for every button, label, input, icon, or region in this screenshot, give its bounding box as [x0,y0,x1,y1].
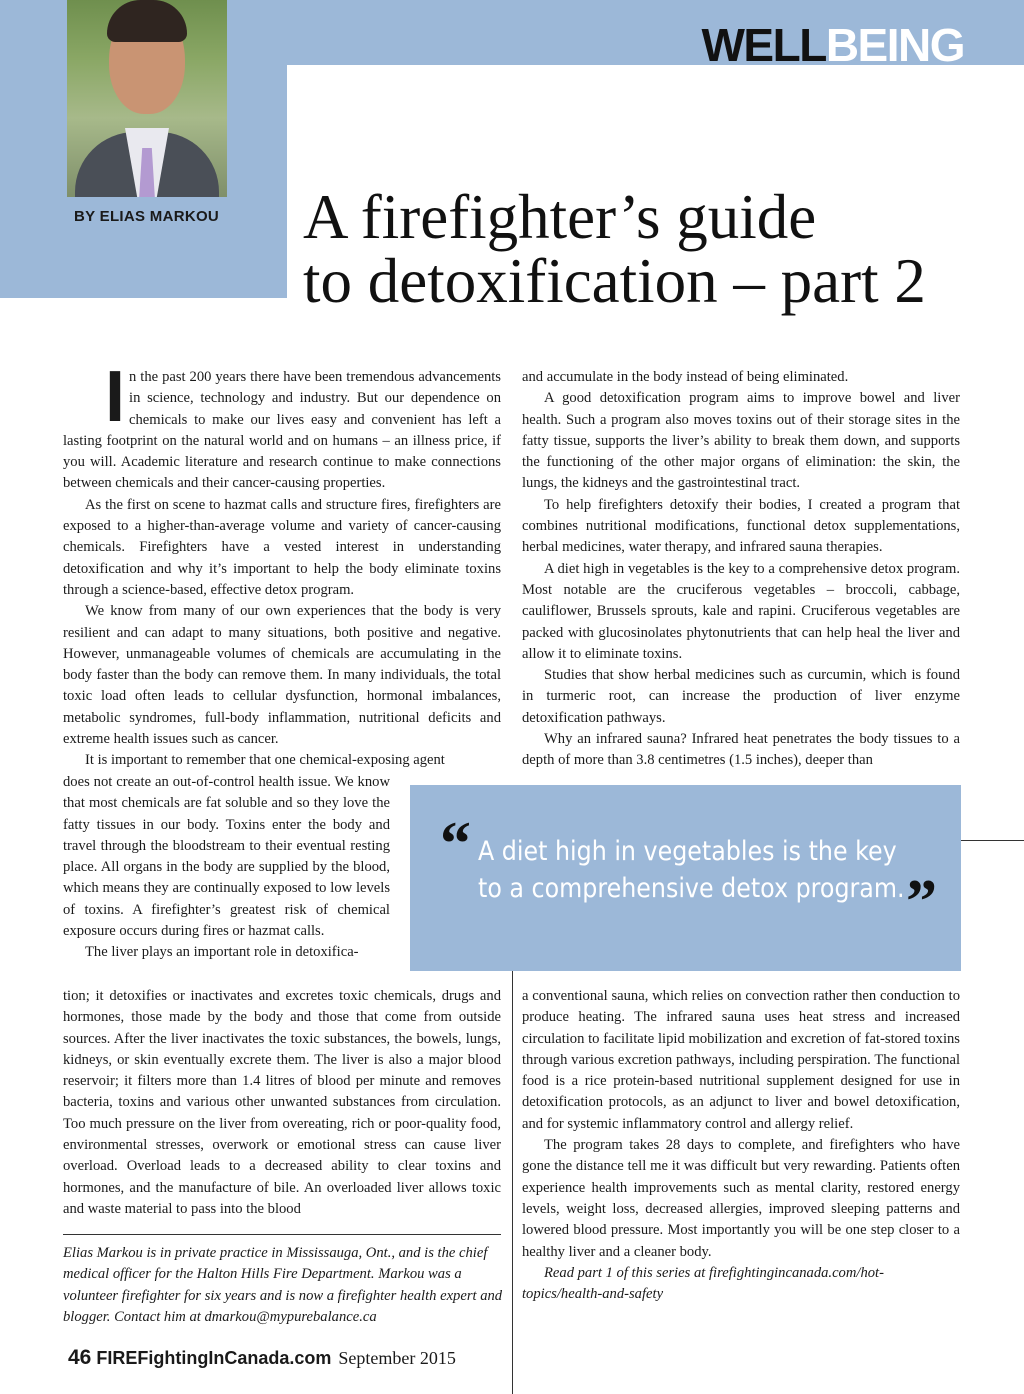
pull-quote-text [478,833,905,907]
article-paragraph: A good detoxification program aims to improve bowel and liver health. Such a program also moves toxins out of their storage sites in the fatty tissue, supports the liver’s ability to break them down, and supports the functioning of the other major organs of elimination: the skin, the lungs, the kidneys and the gastrointestinal tract. [522,390,960,492]
article-paragraph: To help firefighters detoxify their bodies, I created a program that combines nutritional modifications, functional detox supplementations, herbal medicines, water therapy, and infrared sauna therapies. [522,496,960,556]
article-column-1-lower [63,986,501,1220]
author-bio: Elias Markou is in private practice in Mississauga, Ont., and is the chief medical officer for the Halton Hills Fire Department. Markou was a volunteer firefighter for six years and is now a firefighter health expert and blogger. Contact him at dmarkou@mypurebalance.ca [63,1245,503,1325]
article-paragraph: In the past 200 years there have been tremendous advancements in science, technology and industry. But our dependence on chemicals to make our lives easy and convenient has left a lasting footprint on the natural world and on humans – an illness price, if you will. Academic literature and research continue to make connections between chemicals and their cancer-causing properties. [63,357,501,492]
publication-site: FIREFightingInCanada.com [96,1348,332,1368]
bio-divider [63,1234,501,1235]
article-paragraph: The program takes 28 days to complete, and firefighters who have gone the distance tell me it was difficult but very rewarding. Patients often experience health improvements such as mental clarity, restored energy levels, weight loss, decreased allergies, improved sleeping patterns and lowered blood pressure. Most importantly you will be one step closer to a healthy liver and a cleaner body. [522,1137,960,1260]
section-tag [701,19,964,71]
article-paragraph: does not create an out-of-control health issue. We know that most chemicals are fat soluble and so they love the fatty tissues in our body. Toxins enter the body and travel through the bloodstream to their eventual resting place. All organs in the body are supplied by the blood, which means they are continually exposed to low levels of toxins. A firefighter’s greatest risk of chemical exposure occurs during fires or hazmat calls. [63,774,390,940]
title-line-2: to detoxification – part 2 [303,246,926,316]
article-column-2 [522,367,960,772]
article-column-1-wrap [63,772,390,964]
article-paragraph: A diet high in vegetables is the key to a comprehensive detox program. Most notable are the cruciferous vegetables – broccoli, cabbage, cauliflower, Brussels sprouts, kale and rapini. Cruciferous vegetables are packed with glucosinolates phytonutrients that can help heal the liver and allow it to eliminate toxins. [522,560,960,662]
article-title [303,182,926,316]
close-quote-mark: ” [906,868,937,936]
open-quote-mark: “ [440,810,471,878]
article-paragraph: The liver plays an important role in detoxifica- [85,944,359,961]
article-paragraph: a conventional sauna, which relies on convection rather then conduction to produce heating. The infrared sauna uses heat stress and increased circulation to facilitate lipid mobilization and excretion of fat-stored toxins through various excretion pathways, including perspiration. The functional food is a rice protein-based nutritional supplement designed for use in detoxification protocols, as an adjunct to liver and bowel detoxification, and for systemic inflammatory control and allergy relief. [522,988,960,1132]
author-photo [67,0,227,197]
drop-cap: I [105,357,126,437]
article-paragraph: It is important to remember that one chemical-exposing agent [85,752,445,769]
page-number: 46 [68,1346,92,1369]
series-note: Read part 1 of this series at firefightingincanada.com/hot-topics/health-and-safety [522,1264,884,1303]
title-line-1: A firefighter’s guide [303,182,817,252]
section-tag-part-b: BEING [825,19,964,71]
article-paragraph: tion; it detoxifies or inactivates and excretes toxic chemicals, drugs and hormones, those made by the body and those that come from outside sources. After the liver inactivates the toxic substances, the bowels, lungs, kidneys, or skin eventually excrete them. The liver is also a major blood reservoir; it filters more than 1.4 litres of blood per minute and removes bacteria, toxins and various other unwanted substances from circulation. Too much pressure on the liver from overeating, rich or poor-quality food, environmental stresses, overwork or emotional stress can cause liver overload. Overload leads to a decreased ability to clear toxins and hormones, and the manufacture of bile. An overloaded liver allows toxic and waste material to pass into the blood [63,988,501,1217]
article-column-1 [63,357,501,772]
page-footer [68,1345,456,1373]
article-paragraph: As the first on scene to hazmat calls and structure fires, firefighters are exposed to a higher-than-average volume and variety of cancer-causing chemicals. Firefighters have a vested interest in understanding detoxification and why it’s important to help the body eliminate toxins through a science-based, effective detox program. [63,496,501,598]
author-byline: BY ELIAS MARKOU [74,208,220,225]
article-paragraph: and accumulate in the body instead of being eliminated. [522,369,849,385]
pull-quote-line-1: A diet high in vegetables is the key [478,836,897,867]
article-paragraph: Why an infrared sauna? Infrared heat penetrates the body tissues to a depth of more than 3.8 centimetres (1.5 inches), deeper than [522,731,960,769]
column-divider [512,971,513,1394]
issue-date: September 2015 [338,1348,456,1368]
pull-quote-line-2: to a comprehensive detox program. [478,873,905,904]
pull-quote [410,785,961,971]
article-paragraph: Studies that show herbal medicines such as curcumin, which is found in turmeric root, can increase the production of liver enzyme detoxification pathways. [522,667,960,726]
article-column-2-lower [522,986,960,1305]
article-paragraph: We know from many of our own experiences that the body is very resilient and can adapt to many situations, both positive and negative. However, unmanageable volumes of chemicals are accumulating in the body faster than the body can remove them. In many individuals, the total toxic load often leads to cellular dysfunction, hormonal imbalances, metabolic syndromes, full-body inflammation, nutritional deficits and extreme health issues such as cancer. [63,603,501,748]
pull-quote-rule [961,840,1024,841]
section-tag-part-a: WELL [701,19,826,71]
